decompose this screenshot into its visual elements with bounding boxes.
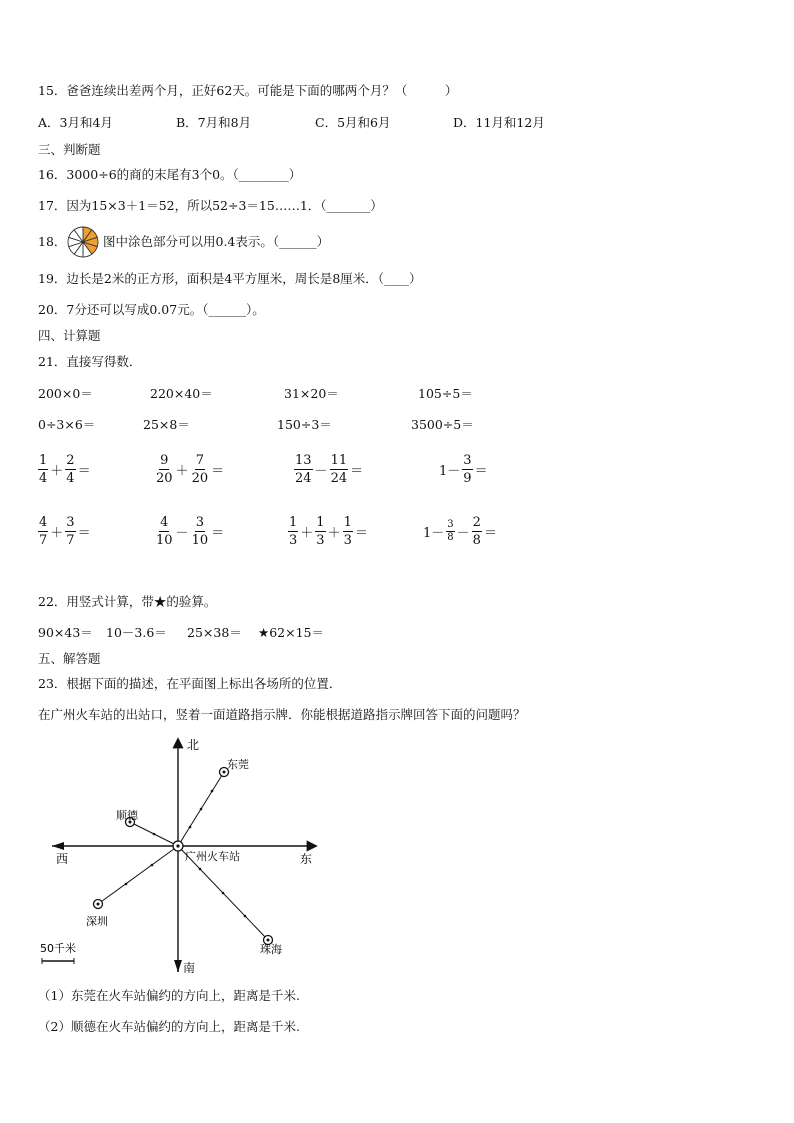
q15-option-b[interactable]: B．7月和8月: [176, 115, 252, 130]
calc-item: 25×38＝: [187, 625, 242, 640]
numerator: 1: [39, 453, 48, 468]
operator: －: [175, 526, 189, 541]
dongguan-label: 东莞: [227, 758, 249, 771]
denominator: 3: [343, 533, 352, 548]
section-heading-judgement: 三、判断题: [38, 142, 101, 157]
denominator: 10: [191, 533, 209, 548]
shunde-label: 顺德: [116, 809, 138, 822]
operator: 1－: [439, 464, 461, 479]
numerator: 1: [343, 515, 352, 530]
south-label: 南: [183, 961, 196, 975]
equals: ＝: [211, 464, 225, 479]
q23-subquestion-2: （2）顺德在火车站偏约的方向上，距离是千米.: [38, 1019, 300, 1034]
calc-item: 25×8＝: [143, 417, 190, 432]
calc-item: 0÷3×6＝: [38, 417, 96, 432]
numerator: 3: [447, 519, 454, 530]
denominator: 8: [472, 533, 481, 548]
direction-map: [30, 732, 330, 982]
calc-item: 90×43＝: [38, 625, 93, 640]
q15-text: 15．爸爸连续出差两个月，正好62天。可能是下面的哪两个月？（ ）: [38, 83, 458, 98]
calc-item: 10－3.6＝: [106, 625, 167, 640]
numerator: 7: [195, 453, 204, 468]
denominator: 20: [156, 471, 173, 486]
denominator: 7: [39, 533, 48, 548]
fraction-expression: [155, 452, 226, 487]
numerator: 4: [39, 515, 48, 530]
q15-option-c[interactable]: C．5月和6月: [315, 115, 391, 130]
calc-item: 200×0＝: [38, 386, 93, 401]
operator: －: [314, 464, 328, 479]
shaded-circle-figure: [66, 225, 100, 259]
q19-text: 19．边长是2米的正方形，面积是4平方厘米，周长是8厘米．（____）: [38, 271, 422, 286]
denominator: 3: [289, 533, 298, 548]
fraction-expression: [38, 452, 93, 487]
fraction-expression: [288, 514, 370, 549]
q15-option-a[interactable]: A．3月和4月: [38, 115, 113, 130]
numerator: 3: [463, 453, 472, 468]
numerator: 2: [66, 453, 75, 468]
calc-item: 220×40＝: [150, 386, 213, 401]
denominator: 10: [156, 533, 173, 548]
numerator: 11: [330, 453, 348, 468]
station-label: 广州火车站: [185, 850, 240, 863]
section-heading-solve: 五、解答题: [38, 651, 101, 666]
fraction-expression: [437, 452, 490, 487]
calc-item: 3500÷5＝: [411, 417, 474, 432]
q18-number: 18．: [38, 234, 67, 249]
q20-text: 20．7分还可以写成0.07元。（______）。: [38, 302, 265, 317]
operator: 1－: [423, 526, 445, 541]
q15-option-d[interactable]: D．11月和12月: [453, 115, 545, 130]
equals: ＝: [474, 464, 488, 479]
fraction-expression: [421, 514, 499, 549]
scale-label: 50千米: [40, 942, 76, 955]
operator: ＋: [50, 464, 64, 479]
denominator: 9: [463, 471, 472, 486]
q18-text: 图中涂色部分可以用0.4表示。（______）: [103, 234, 330, 249]
q23-subquestion-1: （1）东莞在火车站偏约的方向上，距离是千米.: [38, 988, 300, 1003]
equals: ＝: [350, 464, 364, 479]
operator: ＋: [300, 526, 314, 541]
denominator: 4: [39, 471, 48, 486]
numerator: 9: [160, 453, 169, 468]
east-label: 东: [300, 852, 313, 866]
equals: ＝: [483, 526, 497, 541]
denominator: 20: [191, 471, 209, 486]
west-label: 西: [56, 852, 69, 866]
calc-item: 150÷3＝: [277, 417, 332, 432]
denominator: 7: [66, 533, 75, 548]
operator: ＋: [327, 526, 341, 541]
numerator: 3: [66, 515, 75, 530]
operator: ＋: [175, 464, 189, 479]
fraction-expression: [38, 514, 93, 549]
equals: ＝: [211, 526, 225, 541]
numerator: 1: [316, 515, 325, 530]
q22-title: 22．用竖式计算，带★的验算。: [38, 594, 217, 609]
equals: ＝: [77, 526, 91, 541]
calc-item: ★62×15＝: [258, 625, 324, 640]
fraction-expression: [155, 514, 226, 549]
q23-description: 在广州火车站的出站口，竖着一面道路指示牌．你能根据道路指示牌回答下面的问题吗？: [38, 707, 526, 722]
shenzhen-label: 深圳: [86, 915, 108, 928]
operator: －: [456, 526, 470, 541]
calc-item: 105÷5＝: [418, 386, 473, 401]
q16-text: 16．3000÷6的商的末尾有3个0。（________）: [38, 167, 302, 182]
numerator: 4: [160, 515, 169, 530]
numerator: 3: [195, 515, 204, 530]
operator: ＋: [50, 526, 64, 541]
denominator: 24: [330, 471, 348, 486]
numerator: 2: [472, 515, 481, 530]
section-heading-calculation: 四、计算题: [38, 328, 101, 343]
equals: ＝: [354, 526, 368, 541]
q17-text: 17．因为15×3＋1＝52，所以52÷3＝15……1．（_______）: [38, 198, 383, 213]
zhuhai-label: 珠海: [260, 943, 282, 956]
denominator: 3: [316, 533, 325, 548]
q21-title: 21．直接写得数．: [38, 354, 142, 369]
calc-item: 31×20＝: [284, 386, 339, 401]
denominator: 24: [295, 471, 312, 486]
route-shenzhen: [98, 846, 178, 904]
numerator: 1: [289, 515, 298, 530]
equals: ＝: [77, 464, 91, 479]
denominator: 8: [447, 532, 454, 543]
denominator: 4: [66, 471, 75, 486]
fraction-expression: [294, 452, 365, 487]
north-label: 北: [187, 738, 200, 752]
numerator: 13: [295, 453, 312, 468]
q23-title: 23．根据下面的描述，在平面图上标出各场所的位置．: [38, 676, 342, 691]
